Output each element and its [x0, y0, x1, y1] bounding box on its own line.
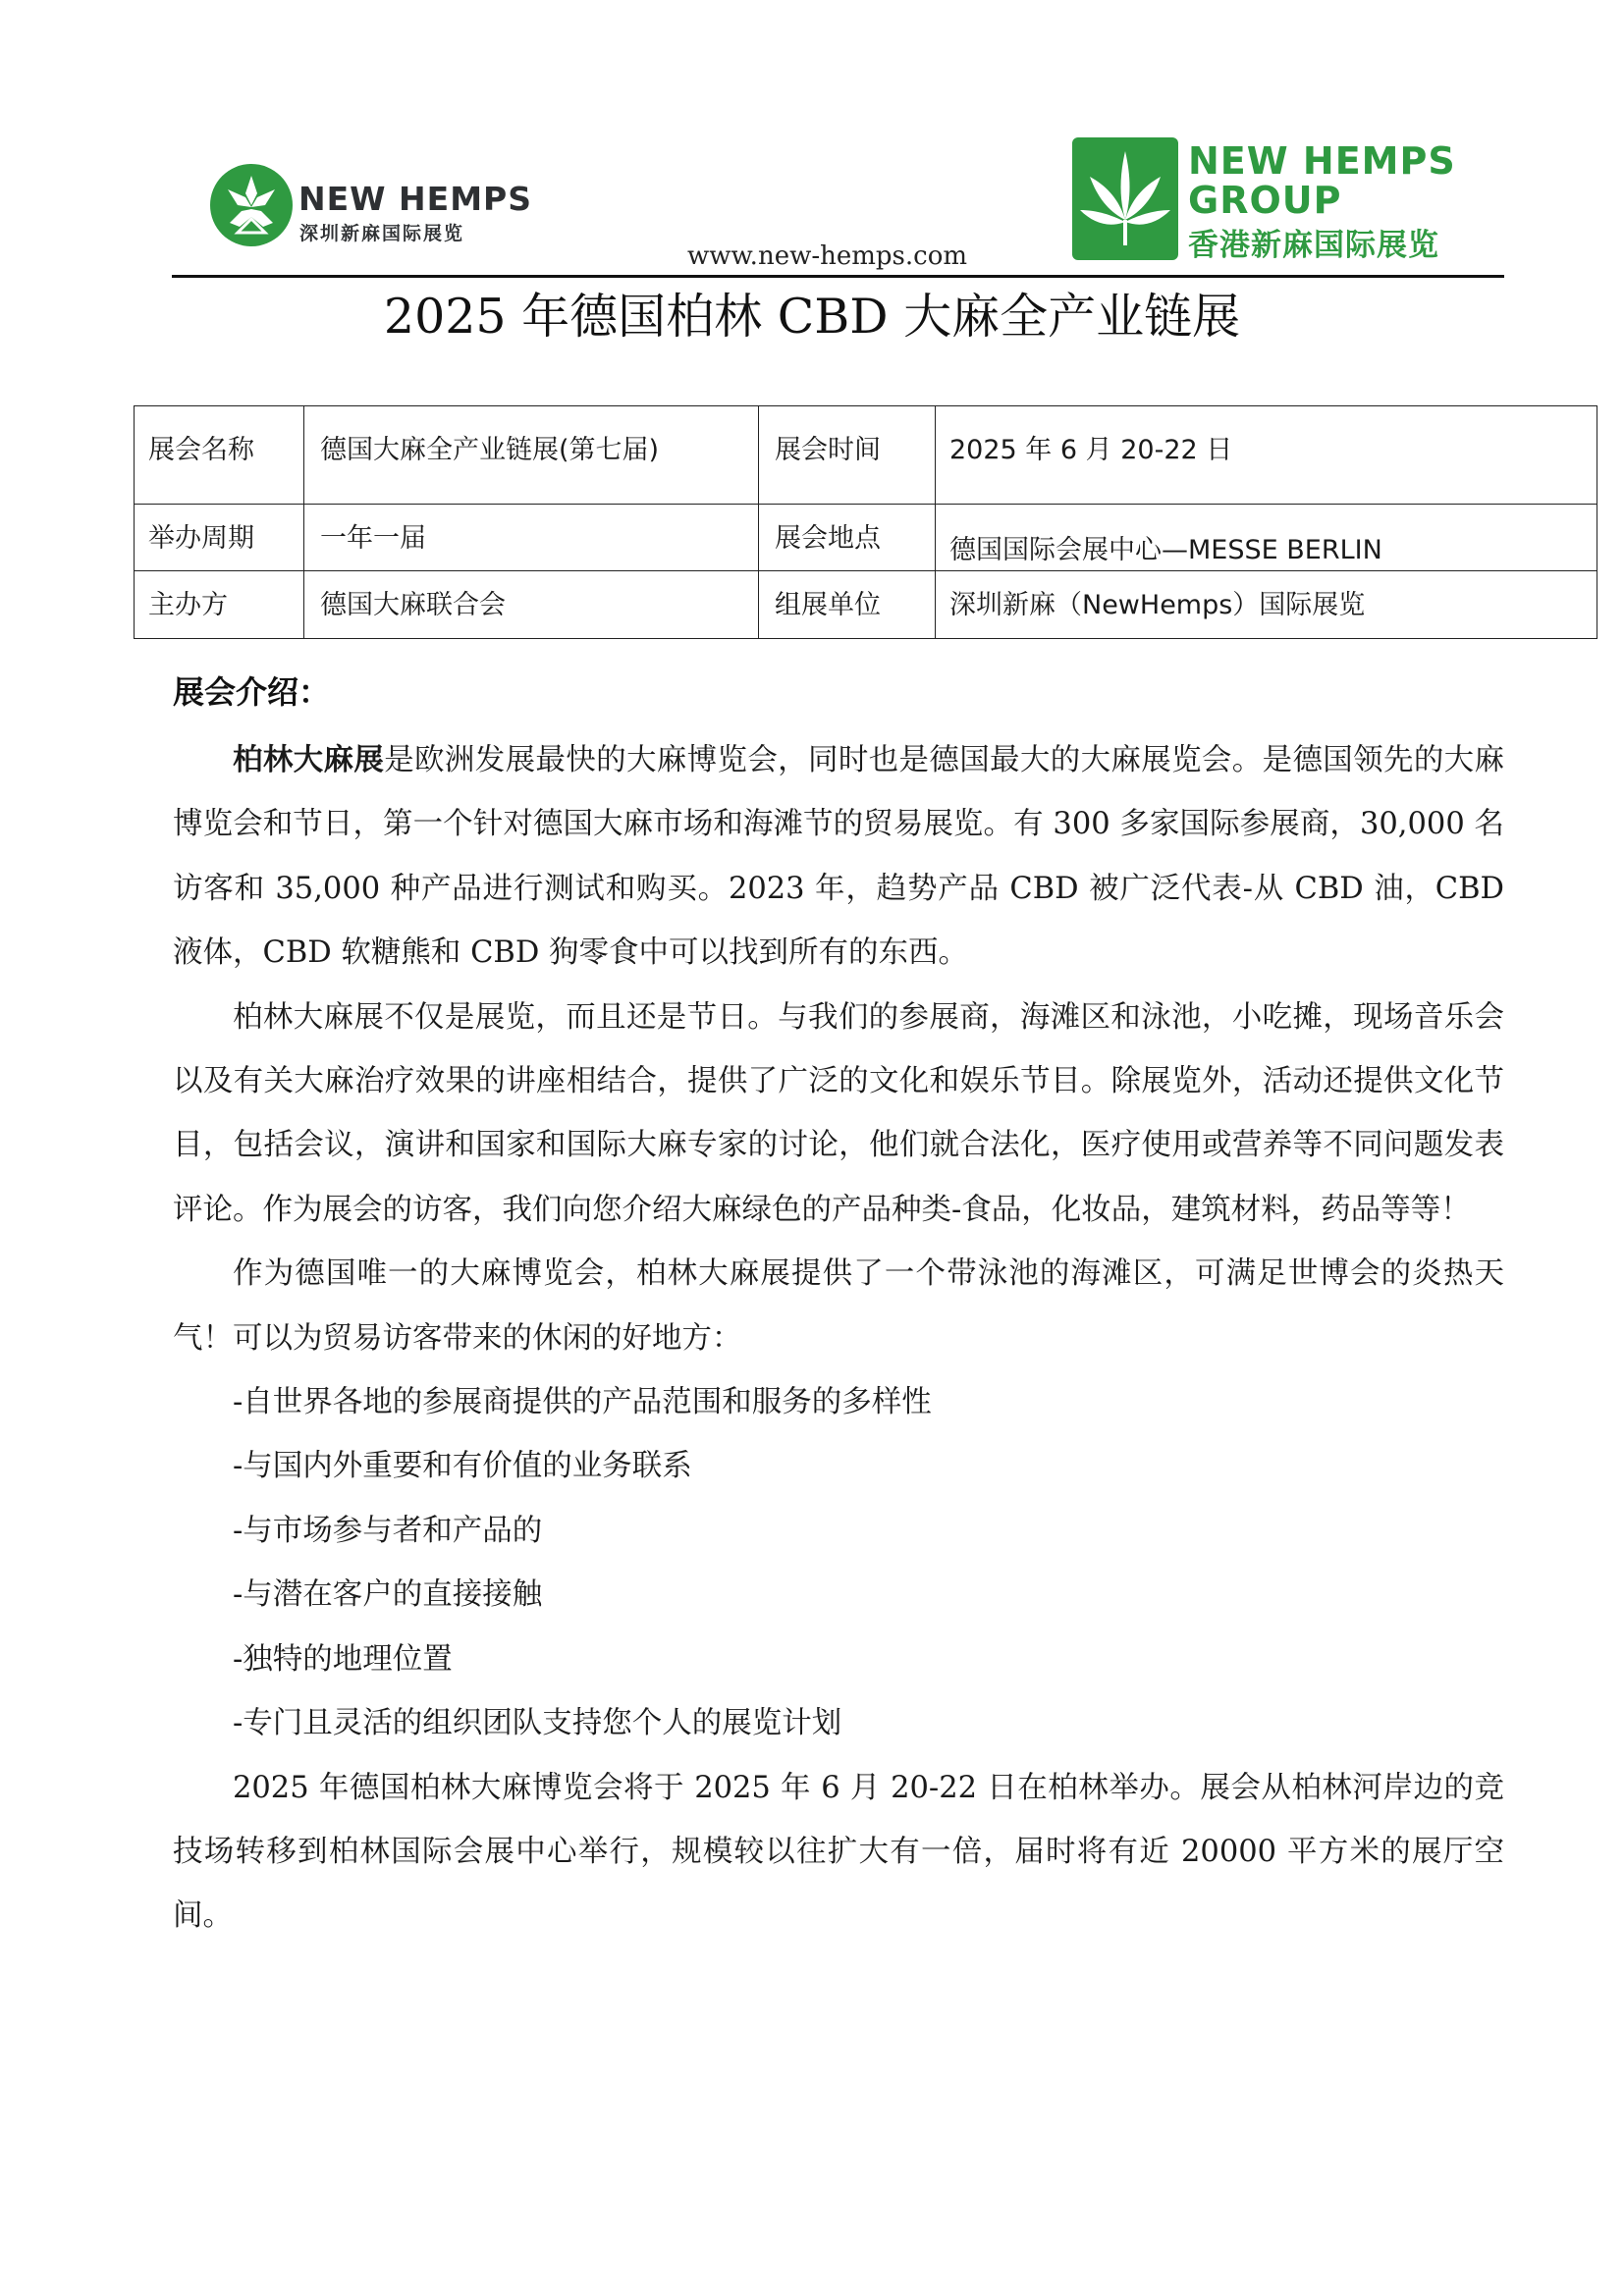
website-url: www.new-hemps.com	[687, 241, 968, 271]
table-value: 德国国际会展中心—MESSE BERLIN	[936, 505, 1597, 571]
table-label: 主办方	[135, 571, 304, 639]
table-row	[135, 406, 1597, 505]
cannabis-leaf-square-icon	[1072, 137, 1178, 260]
header-divider	[172, 275, 1504, 278]
left-logo-name: NEW HEMPS	[298, 180, 533, 218]
table-value: 2025 年 6 月 20-22 日	[936, 406, 1597, 505]
table-value: 德国大麻全产业链展(第七届)	[304, 406, 759, 505]
section-heading: 展会介绍：	[173, 673, 331, 711]
table-value: 深圳新麻（NewHemps）国际展览	[936, 571, 1597, 639]
table-row	[135, 571, 1597, 639]
table-value: 一年一届	[304, 505, 759, 571]
intro-paragraph-2: 柏林大麻展不仅是展览，而且还是节日。与我们的参展商，海滩区和泳池，小吃摊，现场音乐会以及有关大麻治疗效果的讲座相结合，提供了广泛的文化和娱乐节目。除展览外，活动还提供文化节目，包括会议，演讲和国家和国际大麻专家的讨论，他们就合法化，医疗使用或营养等不同问题发表评论。作为展会的访客，我们向您介绍大麻绿色的产品种类-食品，化妆品，建筑材料，药品等等！	[173, 999, 1504, 1227]
intro-body	[173, 728, 1504, 1949]
table-value: 德国大麻联合会	[304, 571, 759, 639]
intro-paragraph-4: 2025 年德国柏林大麻博览会将于 2025 年 6 月 20-22 日在柏林举办。展会从柏林河岸边的竞技场转移到柏林国际会展中心举行，规模较以往扩大有一倍，届时将有近 20000 平方米的展厅空间。	[173, 1770, 1504, 1934]
intro-paragraph-3: 作为德国唯一的大麻博览会，柏林大麻展提供了一个带泳池的海滩区，可满足世博会的炎热天气！可以为贸易访客带来的休闲的好地方：	[173, 1256, 1504, 1356]
hemp-leaf-circle-icon	[208, 162, 295, 248]
bold-lead: 柏林大麻展	[233, 743, 385, 777]
new-hemps-group-logo-right	[1072, 137, 1456, 263]
document-title: 2025 年德国柏林 CBD 大麻全产业链展	[383, 289, 1241, 345]
right-logo-line2: GROUP	[1188, 179, 1342, 222]
list-item: -自世界各地的参展商提供的产品范围和服务的多样性	[233, 1385, 932, 1420]
table-row	[135, 505, 1597, 571]
list-item: -与市场参与者和产品的	[233, 1513, 543, 1548]
table-label: 展会名称	[135, 406, 304, 505]
paragraph-text: 是欧洲发展最快的大麻博览会，同时也是德国最大的大麻展览会。是德国领先的大麻博览会和节日，第一个针对德国大麻市场和海滩节的贸易展览。有 300 多家国际参展商，30,000 名访客和 35,000 种产品进行测试和购买。2023 年，趋势产品 CBD 被广泛代表-从 CBD 油，CBD 液体，CBD 软糖熊和 CBD 狗零食中可以找到所有的东西。	[173, 743, 1505, 971]
list-item: -与国内外重要和有价值的业务联系	[233, 1449, 692, 1484]
left-logo-subtitle: 深圳新麻国际展览	[299, 223, 465, 244]
list-item: -与潜在客户的直接接触	[233, 1577, 543, 1613]
table-label: 展会时间	[759, 406, 936, 505]
exhibition-info-table	[134, 405, 1597, 639]
right-logo-line3: 香港新麻国际展览	[1188, 228, 1439, 263]
list-item: -专门且灵活的组织团队支持您个人的展览计划	[233, 1706, 842, 1741]
table-label: 举办周期	[135, 505, 304, 571]
right-logo-line1: NEW HEMPS	[1188, 139, 1456, 183]
table-label: 展会地点	[759, 505, 936, 571]
intro-paragraph-1	[173, 728, 1504, 986]
new-hemps-logo-left	[208, 162, 533, 250]
table-label: 组展单位	[759, 571, 936, 639]
list-item: -独特的地理位置	[233, 1641, 453, 1677]
